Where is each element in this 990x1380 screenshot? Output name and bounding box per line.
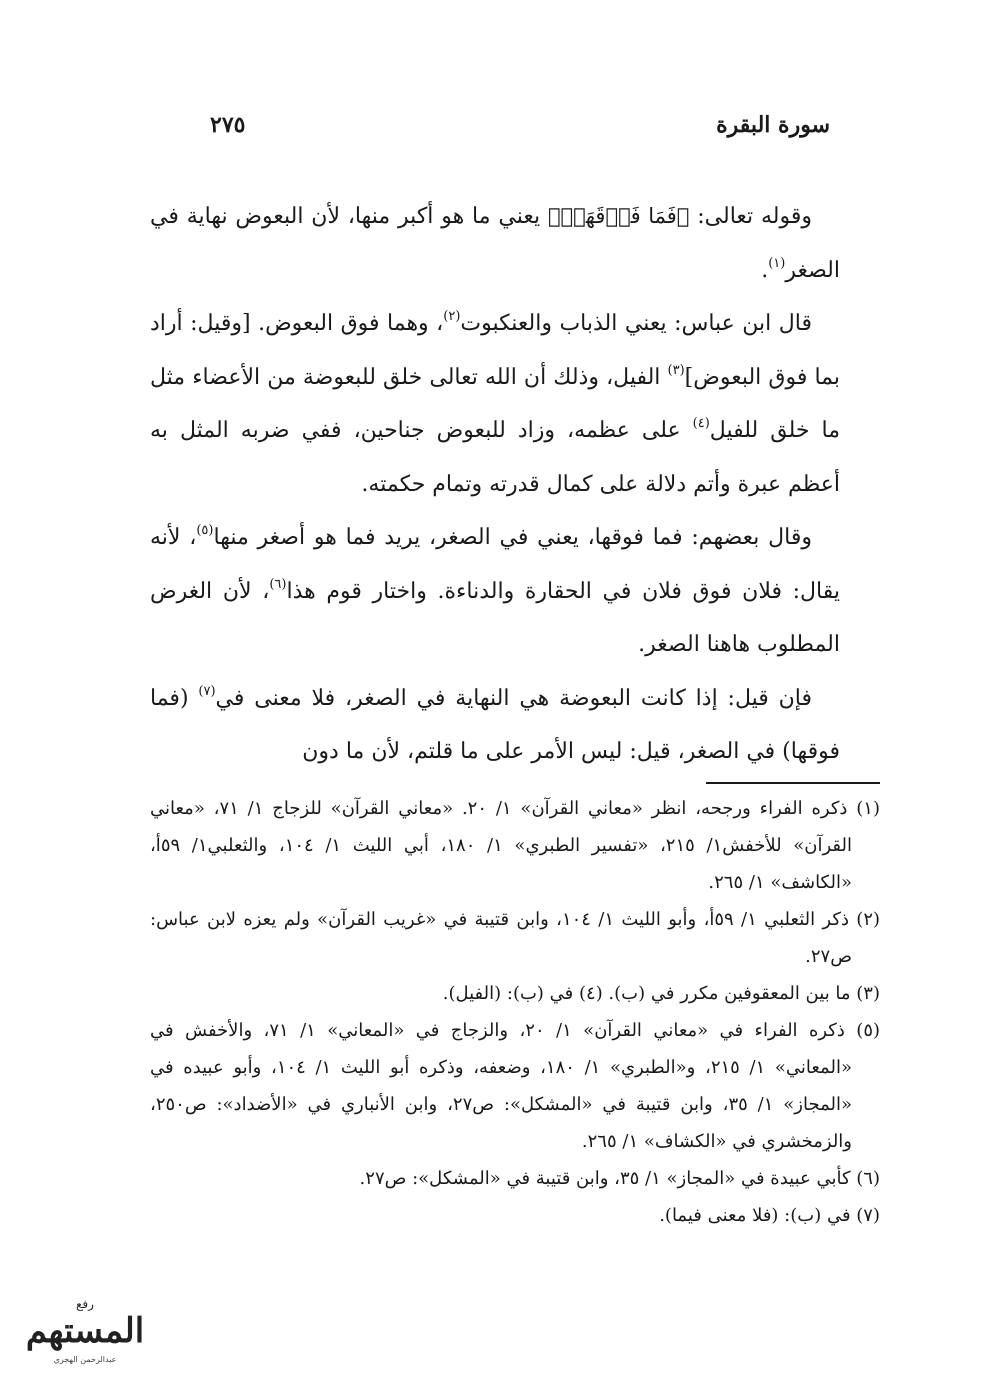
paragraph-4 (150, 672, 840, 779)
footnote-ref-2: (٢) (443, 309, 461, 324)
footnote-ref-7: (٧) (198, 683, 216, 699)
p4-text-b: (فما فوقها) في الصغر، قيل: ليس الأمر على ما قلتم، لأن ما دون (150, 685, 840, 764)
footnote-2: (٢) ذكر الثعلبي ١/ ٥٩أ، وأبو الليث ١/ ١٠٤، وابن قتيبة في «غريب القرآن» ولم يعزه لابن عباس: ص٢٧. (150, 909, 881, 967)
p1-end: . (761, 257, 769, 283)
footnote-ref-5: (٥) (196, 523, 214, 538)
logo-small-text: رفع (76, 1297, 94, 1311)
main-text (150, 190, 840, 779)
p2-text-d: على عظمه، وزاد للبعوض جناحين، ففي ضربه المثل به أعظم عبرة وأتم دلالة على كمال قدرته وتمام حكمته. (150, 418, 840, 497)
page-header (150, 112, 830, 152)
logo-main-text: المستهم (25, 1311, 145, 1351)
logo-sub-text: عبدالرحمن الهجري (53, 1355, 117, 1364)
quran-verse: ﴿فَمَا فَوۡقَهَاۚ﴾ (547, 204, 690, 228)
p3-text-a: وقال بعضهم: فما فوقها، يعني في الصغر، يريد فما هو أصغر منها (213, 525, 812, 550)
p1-text: يعني ما هو أكبر منها، لأن البعوض نهاية في الصغر (150, 204, 840, 283)
footnote-5: (٥) ذكره الفراء في «معاني القرآن» ١/ ٢٠، والزجاج في «المعاني» ١/ ٧١، والأخفش في «المعاني» ١/ ٢١٥، و«الطبري» ١/ ١٨٠، وضعفه، وذكره أبو الليث ١/ ١٠٤، وأبو عبيده في «المجاز» ١/ ٣٥، وابن قتيبة في «المشكل»: ص٢٧، وابن الأنباري في «الأضداد»: ص٢٥٠، والزمخشري في «الكشاف» ١/ ٢٦٥. (150, 1020, 881, 1152)
footnote-7: (٧) في (ب): (فلا معنى فيما). (659, 1205, 880, 1226)
p2-text-c: الفيل، وذلك أن الله تعالى خلق للبعوضة من الأعضاء مثل ما خلق للفيل (150, 364, 840, 443)
footnote-3-4: (٣) ما بين المعقوفين مكرر في (ب). (٤) في (ب): (الفيل). (442, 983, 880, 1004)
paragraph-1 (150, 190, 840, 297)
surah-title: سورة البقرة (716, 112, 830, 138)
footnote-ref-3: (٣) (667, 362, 685, 378)
p2-text-b: ، وهما فوق البعوض. [وقيل: أراد بما فوق البعوض] (150, 311, 840, 390)
p2-text-a: قال ابن عباس: يعني الذباب والعنكبوت (460, 311, 812, 336)
page-number: ٢٧٥ (210, 112, 246, 138)
p1-intro: وقوله تعالى: (689, 204, 812, 229)
paragraph-2 (150, 297, 840, 511)
footnote-ref-1: (١) (768, 255, 786, 271)
footnote-6: (٦) كأبي عبيدة في «المجاز» ١/ ٣٥، وابن قتيبة في «المشكل»: ص٢٧. (359, 1168, 880, 1189)
publisher-logo (10, 1290, 160, 1370)
footnote-ref-4: (٤) (692, 416, 710, 431)
footnotes (150, 790, 880, 1234)
footnote-ref-6: (٦) (269, 576, 287, 592)
p3-text-b: ، لأنه يقال: فلان فوق فلان في الحقارة والدناءة. واختار قوم هذا (150, 525, 840, 604)
p4-text-a: فإن قيل: إذا كانت البعوضة هي النهاية في الصغر، فلا معنى في (215, 685, 812, 711)
p3-text-c: ، لأن الغرض المطلوب هاهنا الصغر. (150, 578, 840, 657)
footnote-1: (١) ذكره الفراء ورجحه، انظر «معاني القرآن» ١/ ٢٠. «معاني القرآن» للزجاج ١/ ٧١، «معاني القرآن» للأخفش١/ ٢١٥، «تفسير الطبري» ١/ ١٨٠، أبي الليث ١/ ١٠٤، والثعلبي١/ ٥٩أ، «الكاشف» ١/ ٢٦٥. (150, 798, 880, 893)
footnote-separator (706, 782, 880, 784)
paragraph-3 (150, 511, 840, 672)
